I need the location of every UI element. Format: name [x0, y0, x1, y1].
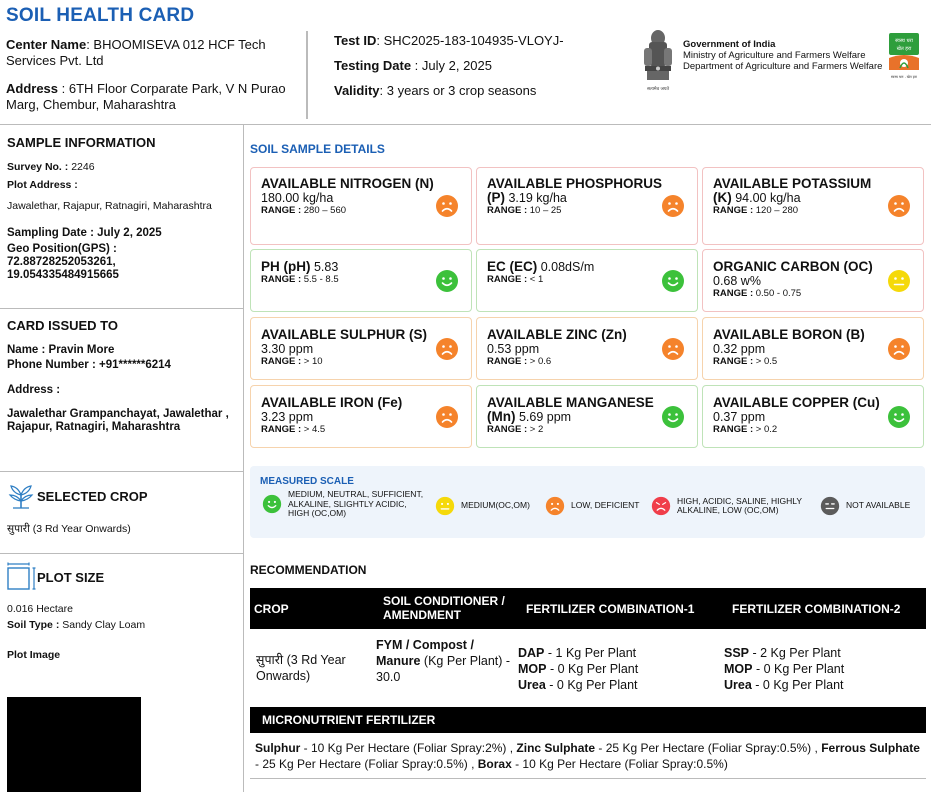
geo-position-label: Geo Position(GPS) :: [7, 243, 117, 255]
scale-item-medium: [435, 496, 530, 516]
scale-high-label: HIGH, ACIDIC, SALINE, HIGHLY ALKALINE, LOW (OC,OM): [677, 495, 802, 515]
header-bottom-rule: [0, 124, 931, 125]
param-value: 94.00 kg/ha: [731, 191, 801, 205]
survey-no: Survey No. : 2246: [7, 161, 95, 173]
angry-face-icon: [651, 496, 671, 516]
param-value: 180.00 kg/ha: [261, 191, 334, 205]
geo-position-value: 72.88728252053261, 19.054335484915665: [7, 256, 119, 281]
micronutrient-name: Zinc Sulphate: [516, 741, 596, 755]
happy-face-icon: [661, 405, 685, 429]
happy-face-icon: [435, 269, 459, 293]
soil-param-card: [250, 317, 472, 380]
divider: [0, 553, 243, 554]
logo-text-top: स्वस्थ धरा: [895, 38, 913, 44]
test-id: Test ID: SHC2025-183-104935-VLOYJ-: [334, 33, 564, 48]
plot-area: 0.016 Hectare: [7, 603, 73, 615]
param-range: RANGE : > 0.6: [487, 356, 552, 367]
fertilizer-item: Urea - 0 Kg Per Plant: [724, 678, 844, 692]
param-name: AVAILABLE IRON (Fe): [261, 395, 403, 410]
sample-information-section: [0, 135, 243, 282]
param-range: RANGE : 5.5 - 8.5: [261, 274, 339, 285]
param-name: AVAILABLE MANGANESE (Mn): [487, 395, 654, 424]
recommendation-row: [250, 630, 926, 702]
param-value: 3.30 ppm: [261, 342, 314, 356]
scale-item-high: [651, 496, 821, 516]
param-name: PH (pH): [261, 259, 311, 274]
sampling-date: Sampling Date : July 2, 2025: [7, 227, 162, 239]
scale-good-label: MEDIUM, NEUTRAL, SUFFICIENT, ALKALINE, SLIGHTLY ACIDIC, HIGH (OC,OM): [288, 489, 424, 518]
col-fertilizer-1: FERTILIZER COMBINATION-1: [526, 602, 695, 616]
col-crop: CROP: [254, 602, 289, 616]
test-info: [334, 33, 564, 108]
rec-conditioner: FYM / Compost / Manure (Kg Per Plant) - 30.0: [376, 638, 511, 684]
scale-item-na: [820, 496, 910, 516]
sidebar-rule: [243, 124, 244, 792]
soil-param-card: [702, 385, 924, 448]
param-name: ORGANIC CARBON (OC): [713, 259, 873, 274]
plot-size-icon: [7, 562, 37, 592]
sad-face-icon: [887, 194, 911, 218]
soil-param-card: [702, 167, 924, 245]
plot-size-section: [0, 562, 243, 662]
param-value: 5.83: [310, 260, 339, 274]
farmer-name: Name : Pravin More: [7, 344, 115, 356]
scale-medium-label: MEDIUM(OC,OM): [461, 500, 530, 511]
logo-text-bottom: स्वस्थ धरा . खेत हरा: [891, 75, 917, 79]
measured-scale: [250, 466, 925, 538]
selected-crop-value: सुपारी (3 Rd Year Onwards): [7, 523, 131, 535]
param-range: RANGE : > 0.5: [713, 356, 778, 367]
micronutrient-name: Sulphur: [255, 741, 301, 755]
param-range: RANGE : > 10: [261, 356, 323, 367]
param-name: AVAILABLE PHOSPHORUS (P): [487, 176, 663, 205]
scale-low-label: LOW, DEFICIENT: [571, 500, 640, 511]
gov-line-3: Department of Agriculture and Farmers Welfare: [683, 61, 883, 72]
plot-image-label: Plot Image: [7, 649, 61, 661]
plant-icon: [7, 483, 35, 509]
param-name: AVAILABLE ZINC (Zn): [487, 327, 627, 342]
sad-face-icon: [435, 194, 459, 218]
gov-line-2: Ministry of Agriculture and Farmers Welfare: [683, 50, 866, 61]
param-value: 0.68 w%: [713, 274, 761, 288]
sad-face-icon: [435, 337, 459, 361]
scale-item-good: [262, 490, 427, 519]
micronutrient-header: MICRONUTRIENT FERTILIZER: [250, 707, 926, 733]
card-issued-section: [0, 318, 243, 434]
center-name: Center Name: BHOOMISEVA 012 HCF Tech Services Pvt. Ltd: [6, 37, 266, 68]
blank-face-icon: [820, 496, 840, 516]
farmer-address-value: Jawalethar Grampanchayat, Jawalethar , Rajapur, Ratnagiri, Maharashtra: [7, 408, 229, 433]
micronutrient-name: Ferrous Sulphate: [821, 741, 920, 755]
fertilizer-item: DAP - 1 Kg Per Plant: [518, 646, 637, 660]
soil-param-card: [476, 317, 698, 380]
param-range: RANGE : > 2: [487, 424, 544, 435]
sad-face-icon: [661, 337, 685, 361]
rec-fertilizer-2: [724, 645, 844, 693]
validity: Validity: 3 years or 3 crop seasons: [334, 83, 537, 98]
micronutrient-name: Borax: [477, 757, 512, 771]
sad-face-icon: [661, 194, 685, 218]
soil-type: Soil Type : Sandy Clay Loam: [7, 619, 146, 631]
param-name: AVAILABLE COPPER (Cu): [713, 395, 880, 410]
param-value: 0.32 ppm: [713, 342, 766, 356]
rec-crop: सुपारी (3 Rd Year Onwards): [256, 653, 346, 683]
micronutrient-rule: [250, 778, 926, 779]
param-range: RANGE : > 4.5: [261, 424, 326, 435]
scale-na-label: NOT AVAILABLE: [846, 500, 911, 511]
gov-line-1: Government of India: [683, 39, 776, 50]
card-issued-heading: CARD ISSUED TO: [7, 318, 118, 333]
soil-param-card: [476, 249, 698, 312]
param-range: RANGE : 280 – 560: [261, 205, 347, 216]
soil-param-card: [476, 385, 698, 448]
col-fertilizer-2: FERTILIZER COMBINATION-2: [732, 602, 901, 616]
param-name: AVAILABLE NITROGEN (N): [261, 176, 434, 191]
recommendation-table-header: [250, 588, 926, 629]
col-conditioner: SOIL CONDITIONER / AMENDMENT: [383, 594, 505, 622]
micronutrient-dose: - 25 Kg Per Hectare (Foliar Spray:0.5%) ,: [255, 757, 478, 771]
micronutrient-dose: - 25 Kg Per Hectare (Foliar Spray:0.5%) ,: [595, 741, 822, 755]
param-range: RANGE : 120 – 280: [713, 205, 799, 216]
param-value: 3.19 kg/ha: [505, 191, 567, 205]
micronutrient-dose: - 10 Kg Per Hectare (Foliar Spray:2%) ,: [300, 741, 517, 755]
soil-param-card: [476, 167, 698, 245]
divider: [0, 308, 243, 309]
center-address: Address : 6TH Floor Corparate Park, V N Purao Marg, Chembur, Maharashtra: [6, 81, 286, 112]
param-range: RANGE : 0.50 - 0.75: [713, 288, 802, 299]
param-range: RANGE : < 1: [487, 274, 544, 285]
soil-param-card: [702, 317, 924, 380]
soil-param-card: [250, 385, 472, 448]
neutral-face-icon: [435, 496, 455, 516]
soil-health-logo-icon: [888, 32, 920, 80]
sad-face-icon: [545, 496, 565, 516]
param-value: 5.69 ppm: [515, 410, 572, 424]
param-range: RANGE : > 0.2: [713, 424, 778, 435]
selected-crop-heading: SELECTED CROP: [37, 488, 148, 504]
scale-title: MEASURED SCALE: [260, 476, 354, 487]
param-name: EC (EC): [487, 259, 538, 274]
center-info: [6, 37, 298, 125]
header-divider: [306, 31, 308, 119]
soil-param-card: [702, 249, 924, 312]
plot-address-label: Plot Address :: [7, 179, 78, 191]
sad-face-icon: [887, 337, 911, 361]
fertilizer-item: SSP - 2 Kg Per Plant: [724, 646, 841, 660]
soil-param-card: [250, 167, 472, 245]
plot-address-value: Jawalethar, Rajapur, Ratnagiri, Maharashtra: [7, 200, 212, 212]
testing-date: Testing Date : July 2, 2025: [334, 58, 493, 73]
sample-info-heading: SAMPLE INFORMATION: [7, 135, 156, 150]
happy-face-icon: [661, 269, 685, 293]
happy-face-icon: [887, 405, 911, 429]
rec-fertilizer-1: [518, 645, 638, 693]
param-value: 0.37 ppm: [713, 410, 766, 424]
micronutrient-dose: - 10 Kg Per Hectare (Foliar Spray:0.5%): [511, 757, 728, 771]
emblem-caption: सत्यमेव जयते: [646, 87, 670, 92]
fertilizer-item: MOP - 0 Kg Per Plant: [518, 662, 639, 676]
micronutrient-text: [255, 740, 925, 772]
fertilizer-item: MOP - 0 Kg Per Plant: [724, 662, 845, 676]
param-value: 0.08dS/m: [537, 260, 595, 274]
national-emblem-icon: [640, 28, 676, 94]
divider: [0, 471, 243, 472]
fertilizer-item: Urea - 0 Kg Per Plant: [518, 678, 638, 692]
param-name: AVAILABLE SULPHUR (S): [261, 327, 427, 342]
happy-face-icon: [262, 494, 282, 514]
farmer-address-label: Address :: [7, 384, 61, 396]
scale-item-low: [545, 496, 639, 516]
selected-crop-section: [0, 483, 243, 536]
neutral-face-icon: [887, 269, 911, 293]
soil-param-card: [250, 249, 472, 312]
param-range: RANGE : 10 – 25: [487, 205, 562, 216]
plot-size-heading: PLOT SIZE: [37, 569, 105, 585]
param-value: 3.23 ppm: [261, 410, 314, 424]
sad-face-icon: [435, 405, 459, 429]
recommendation-title: RECOMMENDATION: [250, 563, 367, 577]
page-title: SOIL HEALTH CARD: [6, 5, 195, 26]
government-text: [683, 39, 882, 72]
soil-details-title: SOIL SAMPLE DETAILS: [250, 142, 385, 156]
param-name: AVAILABLE BORON (B): [713, 327, 865, 342]
param-name: AVAILABLE POTASSIUM (K): [713, 176, 872, 205]
phone-number: Phone Number : +91******6214: [7, 359, 171, 371]
param-value: 0.53 ppm: [487, 342, 540, 356]
logo-text-mid: खेत हरा: [896, 46, 912, 52]
plot-image[interactable]: [7, 697, 141, 792]
